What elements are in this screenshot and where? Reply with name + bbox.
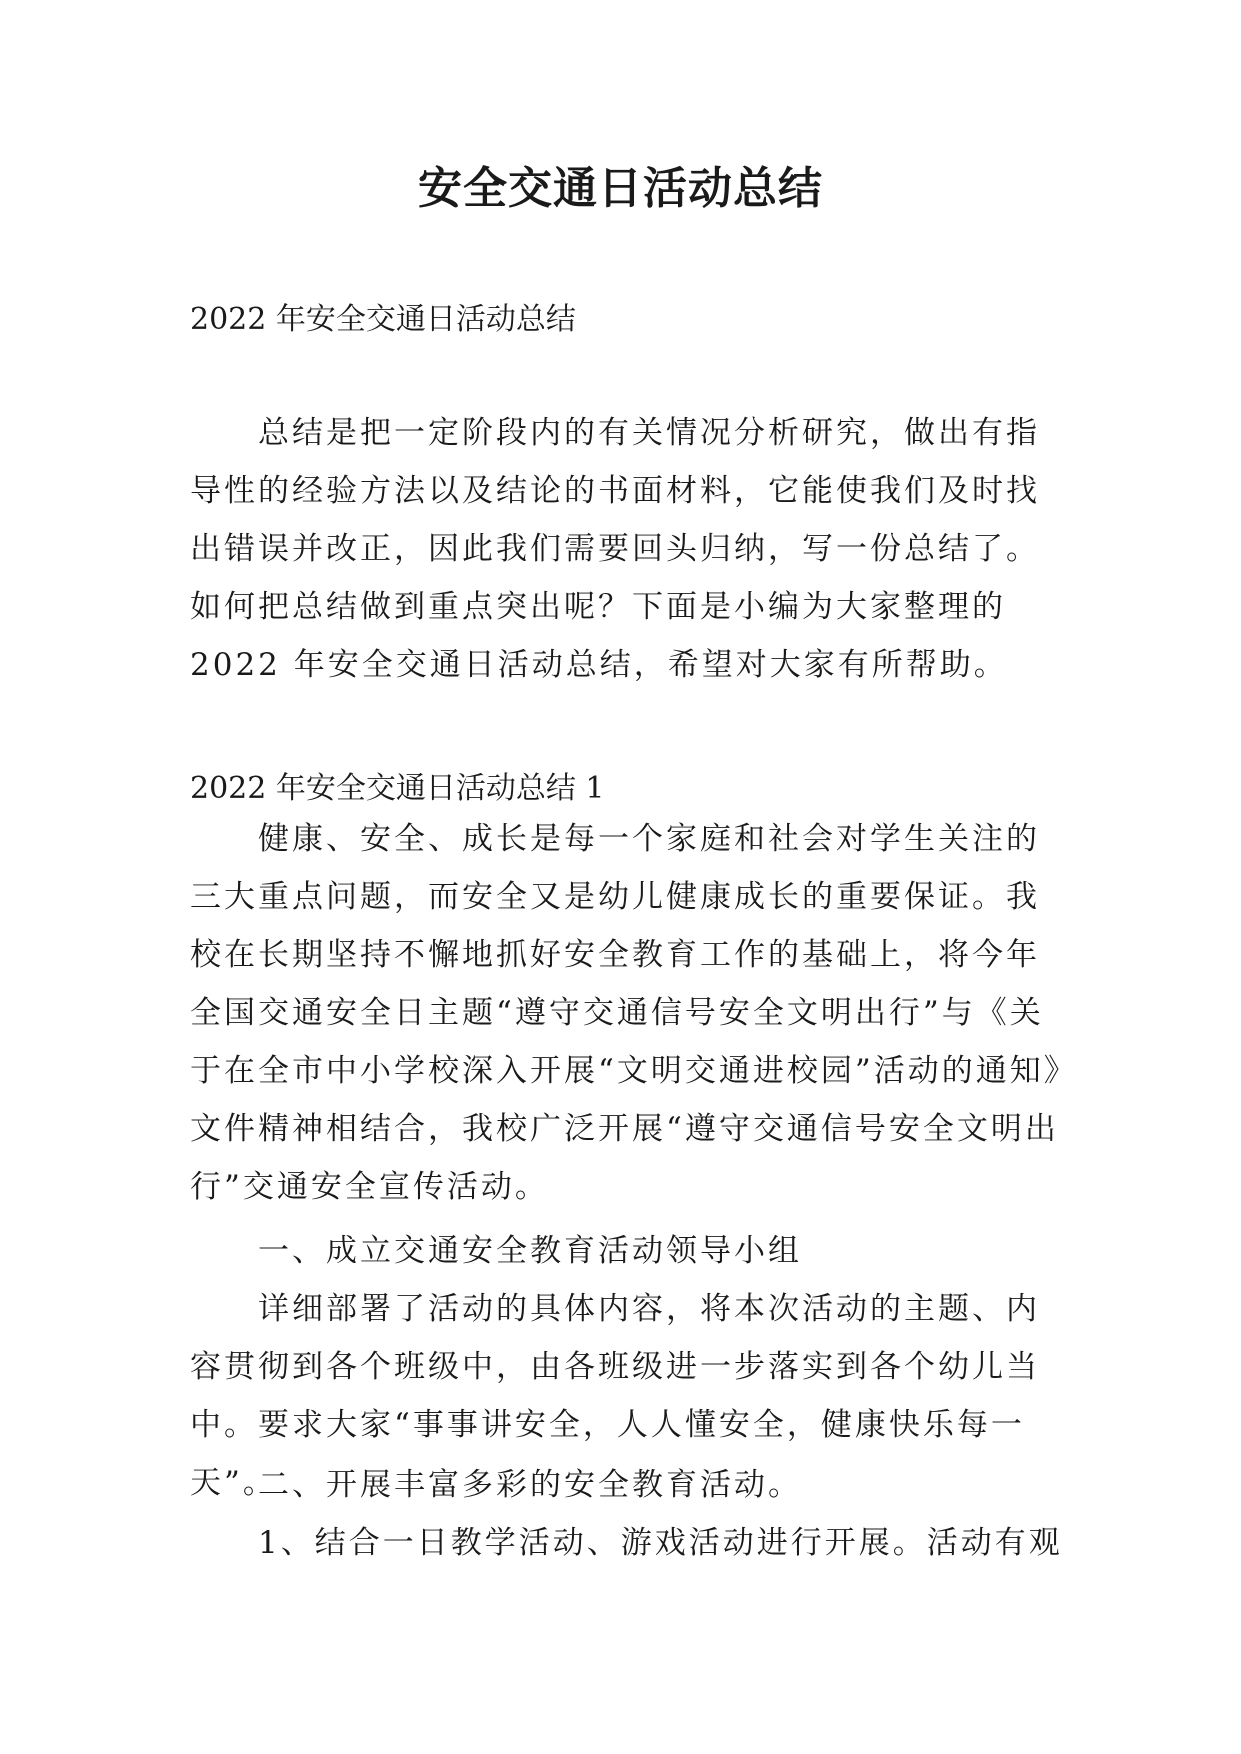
document-title: 安全交通日活动总结 — [418, 163, 823, 214]
section-heading: 2022 年安全交通日活动总结 1 — [190, 771, 605, 806]
document-subtitle: 2022 年安全交通日活动总结 — [190, 302, 576, 337]
paragraph-two: 1、结合一日教学活动、游戏活动进行开展。活动有观 — [258, 1525, 1063, 1561]
subheading-two: 二、开展丰富多彩的安全教育活动。 — [258, 1467, 802, 1503]
paragraph-one: 详细部署了活动的具体内容，将本次活动的主题、内容贯彻到各个班级中，由各班级进一步落实到各个幼儿当中。要求大家“事事讲安全，人人懂安全，健康快乐每一天”。 — [190, 1291, 1040, 1501]
subheading-one: 一、成立交通安全教育活动领导小组 — [258, 1233, 802, 1269]
intro-paragraph: 总结是把一定阶段内的有关情况分析研究，做出有指导性的经验方法以及结论的书面材料，它能使我们及时找出错误并改正，因此我们需要回头归纳，写一份总结了。如何把总结做到重点突出呢？下面是小编为大家整理的 2022 年安全交通日活动总结，希望对大家有所帮助。 — [190, 415, 1040, 683]
section-paragraph: 健康、安全、成长是每一个家庭和社会对学生关注的三大重点问题，而安全又是幼儿健康成长的重要保证。我校在长期坚持不懈地抓好安全教育工作的基础上，将今年全国交通安全日主题“遵守交通信号安全文明出行”与《关于在全市中小学校深入开展“文明交通进校园”活动的通知》文件精神相结合，我校广泛开展“遵守交通信号安全文明出行”交通安全宣传活动。 — [190, 821, 1063, 1205]
